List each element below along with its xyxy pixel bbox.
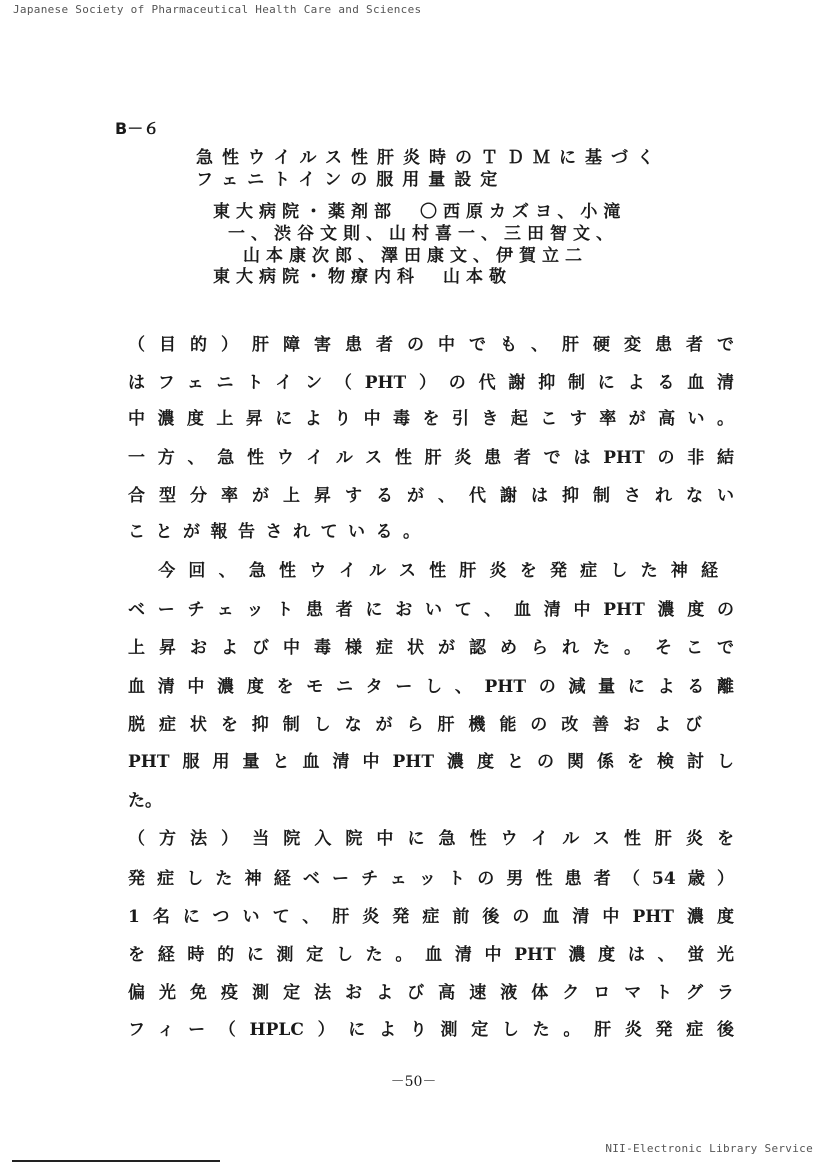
body-line: 一方、急性ウイルス性肝炎患者ではPHTの非結 xyxy=(128,448,734,468)
body-line: （目的）肝障害患者の中でも、肝硬変患者で xyxy=(128,335,734,355)
header-organization: Japanese Society of Pharmaceutical Health Care and Sciences xyxy=(13,3,422,16)
author-line: 東大病院・物療内科 山本敬 xyxy=(213,267,512,287)
body-line: はフェニトイン（PHT）の代謝抑制による血清 xyxy=(128,373,734,393)
body-line: た。 xyxy=(128,791,162,811)
author-line: 山本康次郎、澤田康文、伊賀立二 xyxy=(243,246,588,266)
body-line: （方法）当院入院中に急性ウイルス性肝炎を xyxy=(128,829,734,849)
body-line: フィー（HPLC）により測定した。肝炎発症後 xyxy=(128,1020,734,1040)
body-line: を経時的に測定した。血清中PHT濃度は、蛍光 xyxy=(128,945,734,965)
body-line: 偏光免疫測定法および高速液体クロマトグラ xyxy=(128,983,734,1003)
body-line: 脱症状を抑制しながら肝機能の改善および xyxy=(128,715,702,735)
body-line: 血清中濃度をモニターし、PHTの減量による離 xyxy=(128,677,734,697)
body-line: 合型分率が上昇するが、代謝は抑制されない xyxy=(128,486,734,506)
body-line: 上昇および中毒様症状が認められた。そこで xyxy=(128,638,734,658)
author-line: 東大病院・薬剤部 〇西原カズヨ、小滝 xyxy=(213,202,627,222)
footer-service: NII-Electronic Library Service xyxy=(605,1142,813,1155)
body-line: ことが報告されている。 xyxy=(128,522,420,542)
body-line: 1名について、肝炎発症前後の血清中PHT濃度 xyxy=(128,907,734,927)
body-line: 中濃度上昇により中毒を引き起こす率が高い。 xyxy=(128,409,734,429)
page-number: －50－ xyxy=(390,1074,437,1090)
title-line: 急性ウイルス性肝炎時のＴＤＭに基づく xyxy=(196,148,663,168)
body-line: 今回、急性ウイルス性肝炎を発症した神経 xyxy=(128,561,718,581)
body-line: ベーチェット患者において、血清中PHT濃度の xyxy=(128,600,734,620)
body-line: PHT服用量と血清中PHT濃度との関係を検討し xyxy=(128,752,734,772)
abstract-id: B－６ xyxy=(115,119,160,138)
footer-rule xyxy=(12,1160,220,1162)
author-line: 一、渋谷文則、山村喜一、三田智文、 xyxy=(228,224,619,244)
title-line: フェニトインの服用量設定 xyxy=(196,170,507,190)
body-line: 発症した神経ベーチェットの男性患者（54歳） xyxy=(128,869,734,889)
